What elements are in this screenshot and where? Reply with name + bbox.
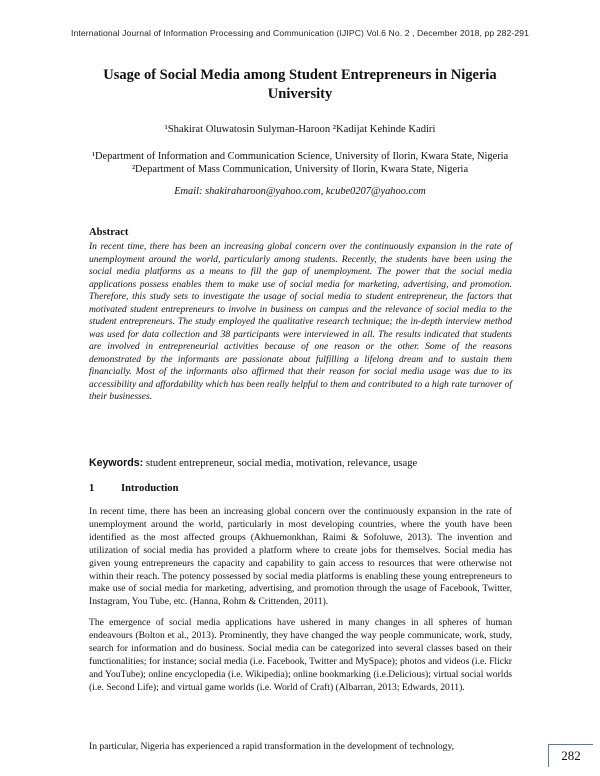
body-paragraph: In particular, Nigeria has experienced a rapid transformation in the development of technology, <box>89 741 455 752</box>
body-paragraph: In recent time, there has been an increasing global concern over the continuously expansion in the rate of unemployment around the world, particularly in most developing countries, where the youth have been identified as the most affected groups (Akhuemonkhan, Raimi & Sofoluwe, 2013). The invention and utilization of social media has provided a platform where to create jobs for themselves. Social media has given young entrepreneurs the capacity and capability to gain access to resources that were otherwise not within their reach. The potency possessed by social media platforms is enabling these young entrepreneurs to make use of social media for marketing, advertising, and promotion through the usage of Facebook, Twitter, Instagram, You Tube, etc. (Hanna, Rohm & Crittenden, 2011). <box>89 506 512 608</box>
journal-header: International Journal of Information Processing and Communication (IJIPC) Vol.6 No. 2 , December 2018, pp 282-291 <box>71 28 529 38</box>
keywords-label: Keywords: <box>89 457 144 469</box>
paper-title: Usage of Social Media among Student Entrepreneurs in Nigeria University <box>103 67 497 102</box>
abstract-heading: Abstract <box>89 227 129 238</box>
affiliation-2: ²Department of Mass Communication, University of Ilorin, Kwara State, Nigeria <box>131 164 469 175</box>
body-paragraph: The emergence of social media applications have ushered in many changes in all spheres of human endeavours (Bolton et al., 2013). Prominently, they have changed the way people communicate, work, study, search for information and do business. Social media can be categorized into several classes based on their functionalities; for instance; social media (i.e. Facebook, Twitter and MySpace); photos and videos (i.e. Flickr and YouTube); online encyclopedia (i.e. Wikipedia); online bookmarking (i.e.Delicious); virtual social worlds (i.e. Second Life); and virtual game worlds (i.e. World of Craft) (Albarran, 2013; Edwards, 2011). <box>89 617 512 693</box>
section-heading <box>89 483 179 494</box>
keywords-value: student entrepreneur, social media, motivation, relevance, usage <box>143 458 418 469</box>
section-number: 1 <box>89 483 95 494</box>
abstract-body: In recent time, there has been an increasing global concern over the continuously expansion in the rate of unemployment around the world, particularly among students. Recently, the students have been using the social media platforms as a means to fill the gap of unemployment. The power that the social media applications possess enables them to make use of social media for marketing, advertising, and promotion. Therefore, this study sets to investigate the usage of social media to student entrepreneur, the factors that motivated student entrepreneurs to involve in business on campus and the relevance of social media to the student entrepreneurs. The study employed the qualitative research technique; the in-depth interview method was used for data collection and 38 participants were interviewed in all. The results indicated that students are involved in entrepreneurial activities because of one reason or the other. Some of the reasons demonstrated by the informants are passionate about fulfilling a lifelong dream and to sustain them financially. Most of the informants also affirmed that their reason for social media usage was due to its accessibility and affordability which has been really helpful to them and contributed to a high rate turnover of their businesses. <box>89 241 512 402</box>
section-title: Introduction <box>121 483 179 494</box>
authors: ¹Shakirat Oluwatosin Sulyman-Haroon ²Kadijat Kehinde Kadiri <box>164 124 436 135</box>
keywords <box>89 457 512 469</box>
page-number: 282 <box>548 744 593 767</box>
author-emails: Email: shakiraharoon@yahoo.com, kcube0207@yahoo.com <box>174 186 426 197</box>
affiliation-1: ¹Department of Information and Communication Science, University of Ilorin, Kwara State, Nigeria <box>91 151 509 162</box>
